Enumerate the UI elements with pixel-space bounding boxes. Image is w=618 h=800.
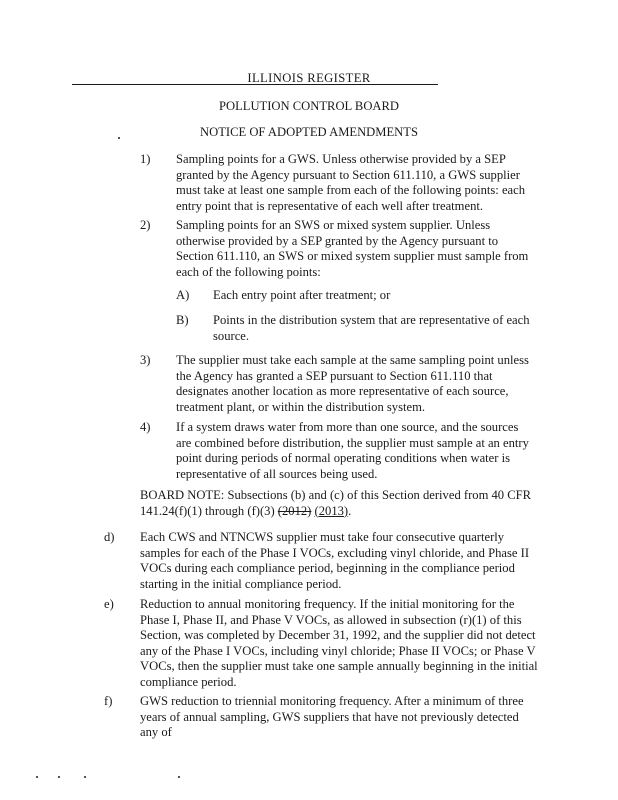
board-note-text: BOARD NOTE: Subsections (b) and (c) of this Section derived from 40 CFR 141.24(f)(1) through (f)(3): [140, 488, 532, 518]
scan-speck: [84, 776, 86, 778]
scan-speck: [178, 776, 180, 778]
board-note-end: .: [348, 503, 352, 518]
item-label: 4): [140, 420, 151, 434]
item-label: 1): [140, 152, 151, 166]
item-text: The supplier must take each sample at the same sampling point unless the Agency has granted a SEP pursuant to Section 611.110 that designates another location as more representative of each source, treatment plant, or within the distribution system.: [176, 353, 529, 414]
item-text: Sampling points for a GWS. Unless otherwise provided by a SEP granted by the Agency pursuant to Section 611.110, a GWS supplier must take at least one sample from each of the following points: each entry point that is representative of each well after treatment.: [176, 152, 526, 213]
subitem-label: B): [176, 313, 189, 327]
section-label: f): [104, 694, 113, 708]
notice-title: NOTICE OF ADOPTED AMENDMENTS: [200, 125, 418, 139]
scan-speck: [36, 776, 38, 778]
section-text: GWS reduction to triennial monitoring frequency. After a minimum of three years of annual sampling, GWS suppliers that have not previously detected any of: [140, 694, 524, 739]
subitem-text: Points in the distribution system that are representative of each source.: [213, 313, 530, 343]
struck-text: (2012): [277, 503, 312, 518]
item-label: 3): [140, 353, 151, 367]
scan-speck: [58, 776, 60, 778]
board-title: POLLUTION CONTROL BOARD: [218, 99, 400, 113]
item-label: 2): [140, 218, 151, 232]
added-text: (2013): [314, 503, 349, 518]
section-text: Each CWS and NTNCWS supplier must take four consecutive quarterly samples for each of the Phase I VOCs, excluding vinyl chloride, and Phase II VOCs during each compliance period, beginning in the compliance period starting in the initial compliance period.: [140, 530, 530, 591]
item-text: Sampling points for an SWS or mixed system supplier. Unless otherwise provided by a SEP granted by the Agency pursuant to Section 611.110, an SWS or mixed system supplier must sample from each of the following points:: [176, 218, 529, 279]
board-note: [140, 488, 536, 519]
subitem-label: A): [176, 288, 190, 302]
register-title: ILLINOIS REGISTER: [247, 71, 371, 85]
subitem-text: Each entry point after treatment; or: [213, 288, 391, 302]
section-label: d): [104, 530, 115, 544]
item-text: If a system draws water from more than one source, and the sources are combined before distribution, the supplier must sample at an entry point during periods of normal operating conditions when water is representative of all sources being used.: [176, 420, 529, 481]
scan-speck: [118, 137, 120, 139]
section-label: e): [104, 597, 114, 611]
section-text: Reduction to annual monitoring frequency. If the initial monitoring for the Phase I, Phase II, and Phase V VOCs, as allowed in subsection (r)(1) of this Section, was completed by December 31, 1992, and the supplier did not detect any of the Phase I VOCs, including vinyl chloride; Phase II VOCs; or Phase V VOCs, then the supplier must take one sample annually beginning in the initial compliance period.: [140, 597, 538, 689]
